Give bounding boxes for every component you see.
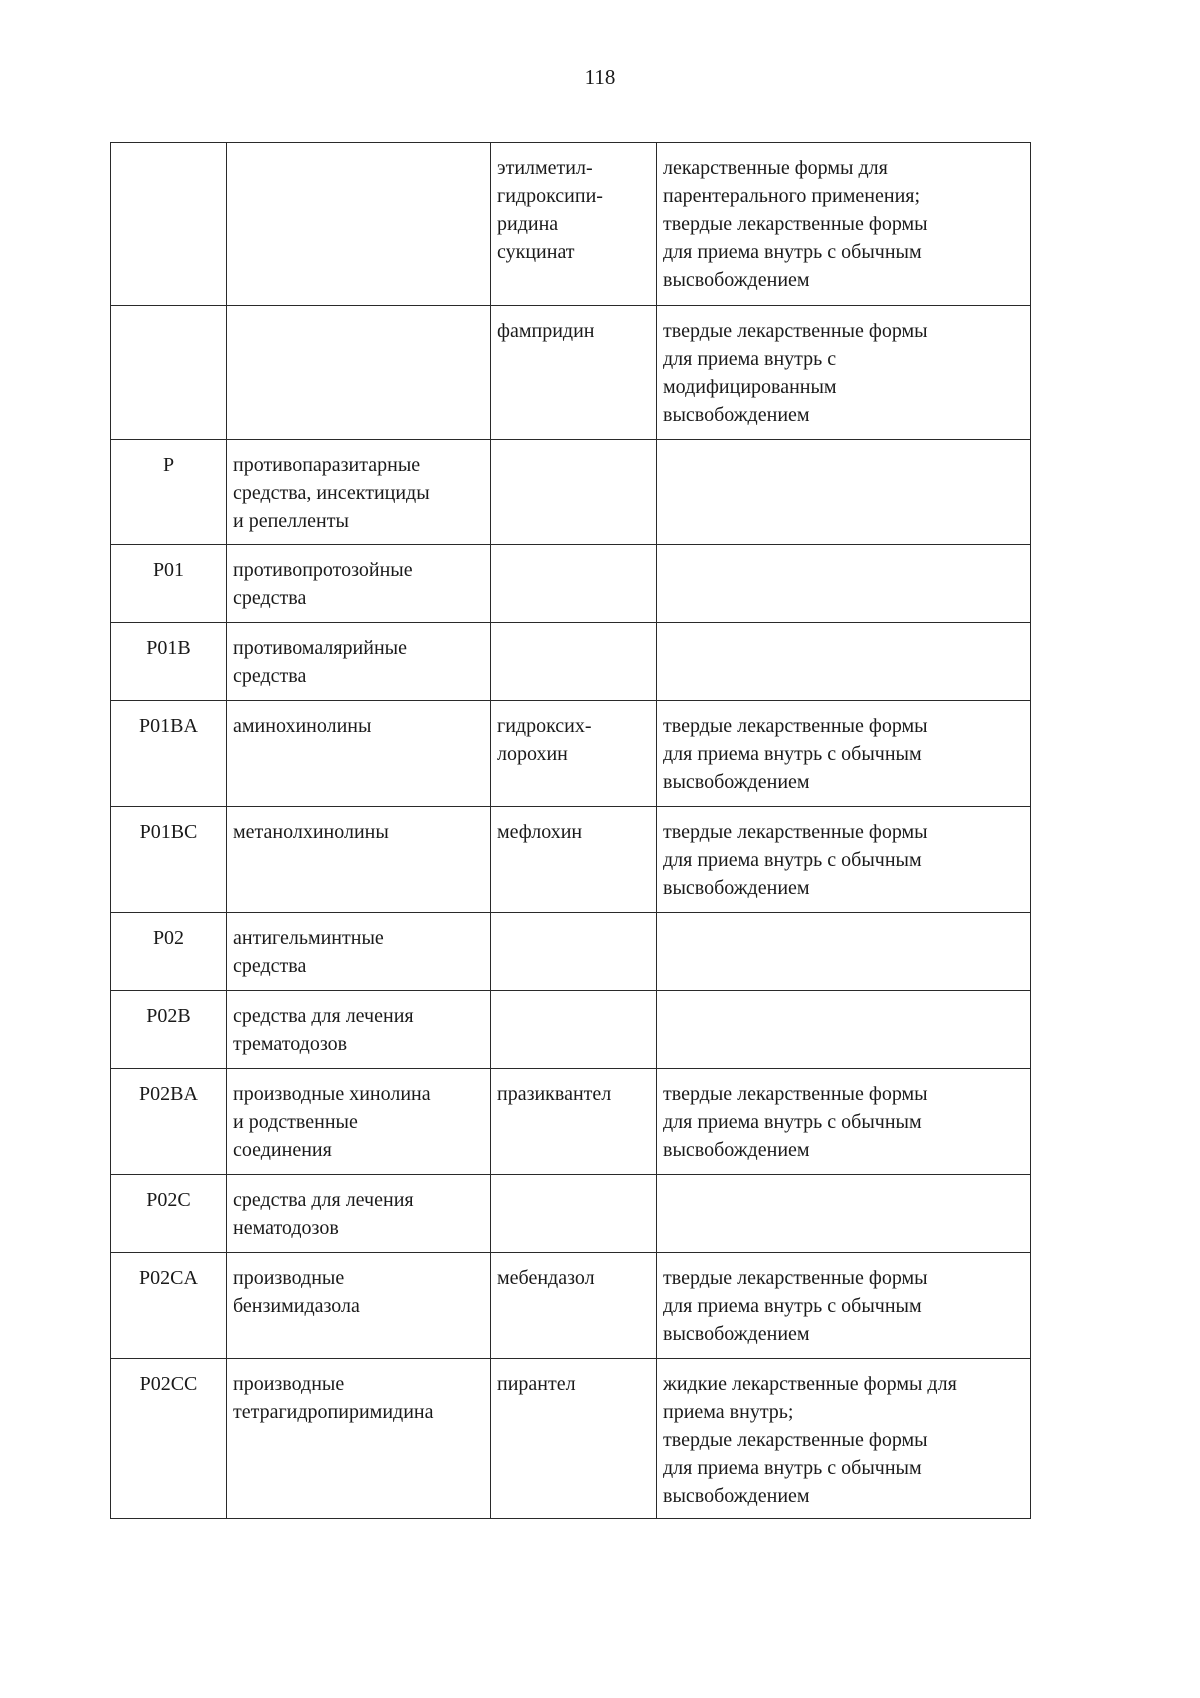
- table-row: [111, 991, 1031, 1069]
- dosage-form-cell: жидкие лекарственные формы для приема внутрь; твердые лекарственные формы для приема внутрь с обычным высвобождением: [657, 1359, 1031, 1519]
- atc-code-cell: P02: [111, 913, 227, 991]
- dosage-form-cell: [657, 991, 1031, 1069]
- dosage-form-cell: [657, 1175, 1031, 1253]
- table-row: [111, 1175, 1031, 1253]
- table-row: [111, 701, 1031, 807]
- atc-code-cell: P01: [111, 545, 227, 623]
- dosage-form-cell: [657, 440, 1031, 545]
- drug-name-cell: пирантел: [491, 1359, 657, 1519]
- table-row: [111, 545, 1031, 623]
- group-name-cell: производные тетрагидропиримидина: [227, 1359, 491, 1519]
- group-name-cell: [227, 143, 491, 306]
- table-row: [111, 1359, 1031, 1519]
- group-name-cell: антигельминтные средства: [227, 913, 491, 991]
- atc-code-cell: P02B: [111, 991, 227, 1069]
- drug-name-cell: [491, 991, 657, 1069]
- dosage-form-cell: твердые лекарственные формы для приема внутрь с обычным высвобождением: [657, 1253, 1031, 1359]
- drug-name-cell: гидроксих- лорохин: [491, 701, 657, 807]
- group-name-cell: метанолхинолины: [227, 807, 491, 913]
- dosage-form-cell: твердые лекарственные формы для приема внутрь с модифицированным высвобождением: [657, 306, 1031, 440]
- drug-name-cell: этилметил- гидроксипи- ридина сукцинат: [491, 143, 657, 306]
- group-name-cell: аминохинолины: [227, 701, 491, 807]
- atc-code-cell: P01BC: [111, 807, 227, 913]
- drug-name-cell: празиквантел: [491, 1069, 657, 1175]
- page-number: 118: [584, 65, 616, 89]
- atc-code-cell: P01BA: [111, 701, 227, 807]
- atc-code-cell: P02C: [111, 1175, 227, 1253]
- group-name-cell: противопротозойные средства: [227, 545, 491, 623]
- dosage-form-cell: твердые лекарственные формы для приема внутрь с обычным высвобождением: [657, 701, 1031, 807]
- atc-code-cell: P02CC: [111, 1359, 227, 1519]
- table-row: [111, 306, 1031, 440]
- drug-name-cell: [491, 913, 657, 991]
- table-row: [111, 807, 1031, 913]
- dosage-form-cell: [657, 545, 1031, 623]
- group-name-cell: производные бензимидазола: [227, 1253, 491, 1359]
- table-row: [111, 1069, 1031, 1175]
- group-name-cell: производные хинолина и родственные соединения: [227, 1069, 491, 1175]
- atc-code-cell: [111, 306, 227, 440]
- group-name-cell: противомалярийные средства: [227, 623, 491, 701]
- drug-name-cell: фампридин: [491, 306, 657, 440]
- table-row: [111, 1253, 1031, 1359]
- dosage-form-cell: твердые лекарственные формы для приема внутрь с обычным высвобождением: [657, 807, 1031, 913]
- dosage-form-cell: [657, 623, 1031, 701]
- group-name-cell: средства для лечения трематодозов: [227, 991, 491, 1069]
- table-row: [111, 623, 1031, 701]
- group-name-cell: средства для лечения нематодозов: [227, 1175, 491, 1253]
- dosage-form-cell: твердые лекарственные формы для приема внутрь с обычным высвобождением: [657, 1069, 1031, 1175]
- atc-code-cell: P01B: [111, 623, 227, 701]
- table-row: [111, 913, 1031, 991]
- atc-code-cell: P02BA: [111, 1069, 227, 1175]
- drug-name-cell: [491, 623, 657, 701]
- drug-name-cell: [491, 545, 657, 623]
- drug-name-cell: [491, 1175, 657, 1253]
- atc-code-cell: P: [111, 440, 227, 545]
- atc-code-cell: [111, 143, 227, 306]
- drug-name-cell: мебендазол: [491, 1253, 657, 1359]
- table-row: [111, 143, 1031, 306]
- drug-classification-table: [110, 142, 1031, 1519]
- dosage-form-cell: лекарственные формы для парентерального применения; твердые лекарственные формы для приема внутрь с обычным высвобождением: [657, 143, 1031, 306]
- drug-name-cell: мефлохин: [491, 807, 657, 913]
- table-row: [111, 440, 1031, 545]
- drug-name-cell: [491, 440, 657, 545]
- atc-code-cell: P02CA: [111, 1253, 227, 1359]
- group-name-cell: противопаразитарные средства, инсектициды и репелленты: [227, 440, 491, 545]
- group-name-cell: [227, 306, 491, 440]
- dosage-form-cell: [657, 913, 1031, 991]
